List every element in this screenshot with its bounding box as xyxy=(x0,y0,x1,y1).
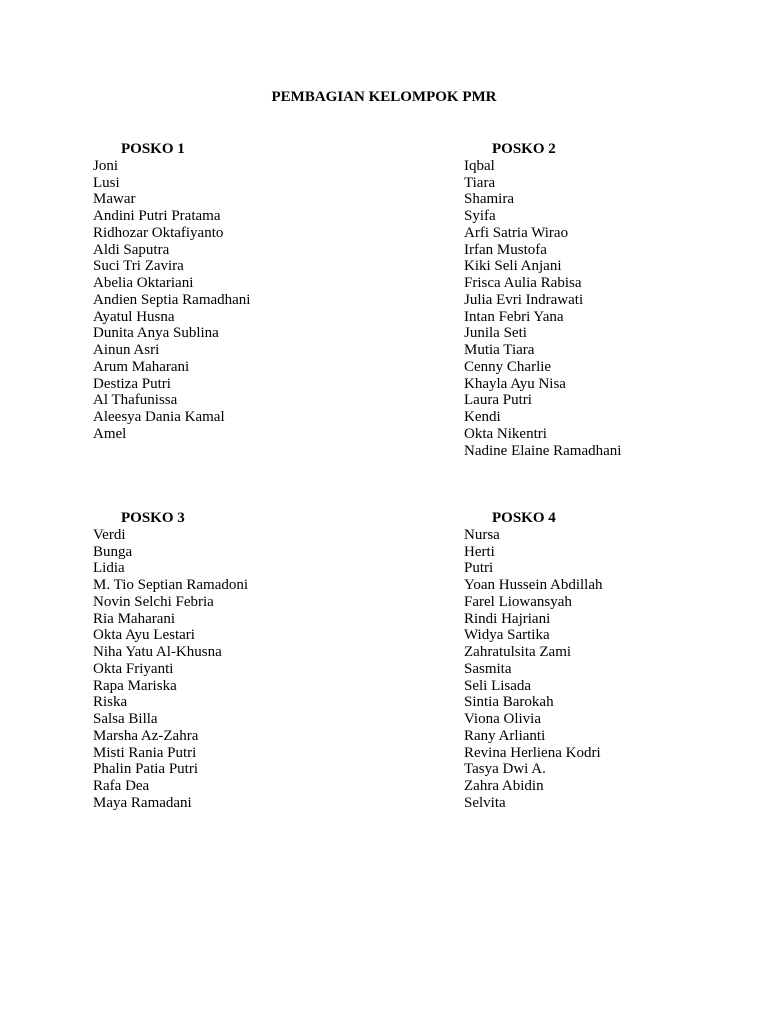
member-name: Phalin Patia Putri xyxy=(93,761,198,778)
member-name: Destiza Putri xyxy=(93,375,171,392)
member-name: Okta Ayu Lestari xyxy=(93,627,195,644)
member-name: Ria Maharani xyxy=(93,610,176,627)
posko-2-heading: POSKO 2 xyxy=(492,141,556,157)
member-name: M. Tio Septian Ramadoni xyxy=(93,577,249,593)
member-name: Junila Seti xyxy=(464,325,527,342)
member-name: Julia Evri Indrawati xyxy=(464,291,584,308)
member-name: Syifa xyxy=(464,208,496,224)
member-name: Aldi Saputra xyxy=(93,241,170,258)
posko-3-member-list xyxy=(93,527,393,812)
member-name: Lusi xyxy=(93,174,120,191)
member-name: Verdi xyxy=(93,526,126,543)
member-name: Bunga xyxy=(93,543,133,560)
member-name: Maya Ramadani xyxy=(93,794,192,811)
member-name: Ainun Asri xyxy=(93,342,160,358)
member-name: Seli Lisada xyxy=(464,677,532,694)
member-name: Amel xyxy=(93,425,127,442)
member-name: Kiki Seli Anjani xyxy=(464,258,562,275)
member-name: Farel Liowansyah xyxy=(464,593,572,610)
member-name: Shamira xyxy=(464,191,514,208)
member-name: Khayla Ayu Nisa xyxy=(464,375,566,392)
member-name: Lidia xyxy=(93,560,125,577)
member-name: Rafa Dea xyxy=(93,778,150,794)
posko-1-heading: POSKO 1 xyxy=(121,141,185,157)
member-name: Yoan Hussein Abdillah xyxy=(464,577,603,593)
member-name: Selvita xyxy=(464,794,506,811)
member-name: Herti xyxy=(464,543,495,560)
member-name: Suci Tri Zavira xyxy=(93,258,184,275)
member-name: Aleesya Dania Kamal xyxy=(93,409,225,425)
member-name: Putri xyxy=(464,560,494,577)
member-name: Okta Nikentri xyxy=(464,425,547,442)
member-name: Salsa Billa xyxy=(93,711,158,727)
member-name: Ridhozar Oktafiyanto xyxy=(93,224,224,241)
member-name: Nadine Elaine Ramadhani xyxy=(464,442,622,459)
member-name: Marsha Az-Zahra xyxy=(93,727,199,744)
member-name: Novin Selchi Febria xyxy=(93,593,214,610)
member-name: Arum Maharani xyxy=(93,358,190,375)
member-name: Kendi xyxy=(464,409,501,425)
posko-4-member-list xyxy=(464,527,764,812)
member-name: Dunita Anya Sublina xyxy=(93,325,219,342)
member-name: Rindi Hajriani xyxy=(464,610,551,627)
posko-3-heading: POSKO 3 xyxy=(121,510,185,526)
posko-3-group xyxy=(93,510,393,812)
member-name: Laura Putri xyxy=(464,392,532,409)
member-name: Ayatul Husna xyxy=(93,308,175,325)
posko-4-heading: POSKO 4 xyxy=(492,510,556,526)
posko-2-group xyxy=(464,141,764,459)
member-name: Andini Putri Pratama xyxy=(93,208,221,224)
member-name: Riska xyxy=(93,694,128,711)
posko-2-member-list xyxy=(464,158,764,460)
member-name: Misti Rania Putri xyxy=(93,744,197,761)
member-name: Arfi Satria Wirao xyxy=(464,224,569,241)
member-name: Abelia Oktariani xyxy=(93,275,194,291)
member-name: Revina Herliena Kodri xyxy=(464,744,601,761)
member-name: Sintia Barokah xyxy=(464,694,554,711)
member-name: Tiara xyxy=(464,174,496,191)
member-name: Rany Arlianti xyxy=(464,727,546,744)
member-name: Widya Sartika xyxy=(464,627,550,644)
member-name: Mutia Tiara xyxy=(464,342,535,358)
member-name: Nursa xyxy=(464,526,500,543)
posko-1-group xyxy=(93,141,393,443)
member-name: Irfan Mustofa xyxy=(464,241,547,258)
member-name: Zahra Abidin xyxy=(464,778,544,794)
member-name: Joni xyxy=(93,157,119,174)
member-name: Niha Yatu Al-Khusna xyxy=(93,644,222,660)
member-name: Andien Septia Ramadhani xyxy=(93,291,251,308)
document-title: PEMBAGIAN KELOMPOK PMR xyxy=(271,89,497,105)
member-name: Al Thafunissa xyxy=(93,392,178,409)
member-name: Okta Friyanti xyxy=(93,660,174,677)
member-name: Iqbal xyxy=(464,157,495,174)
member-name: Tasya Dwi A. xyxy=(464,761,546,778)
member-name: Sasmita xyxy=(464,660,512,677)
posko-1-member-list xyxy=(93,158,393,443)
member-name: Rapa Mariska xyxy=(93,677,177,694)
posko-4-group xyxy=(464,510,764,812)
member-name: Zahratulsita Zami xyxy=(464,644,572,660)
member-name: Frisca Aulia Rabisa xyxy=(464,275,582,291)
member-name: Viona Olivia xyxy=(464,711,541,727)
member-name: Mawar xyxy=(93,191,136,208)
member-name: Cenny Charlie xyxy=(464,358,552,375)
member-name: Intan Febri Yana xyxy=(464,308,564,325)
